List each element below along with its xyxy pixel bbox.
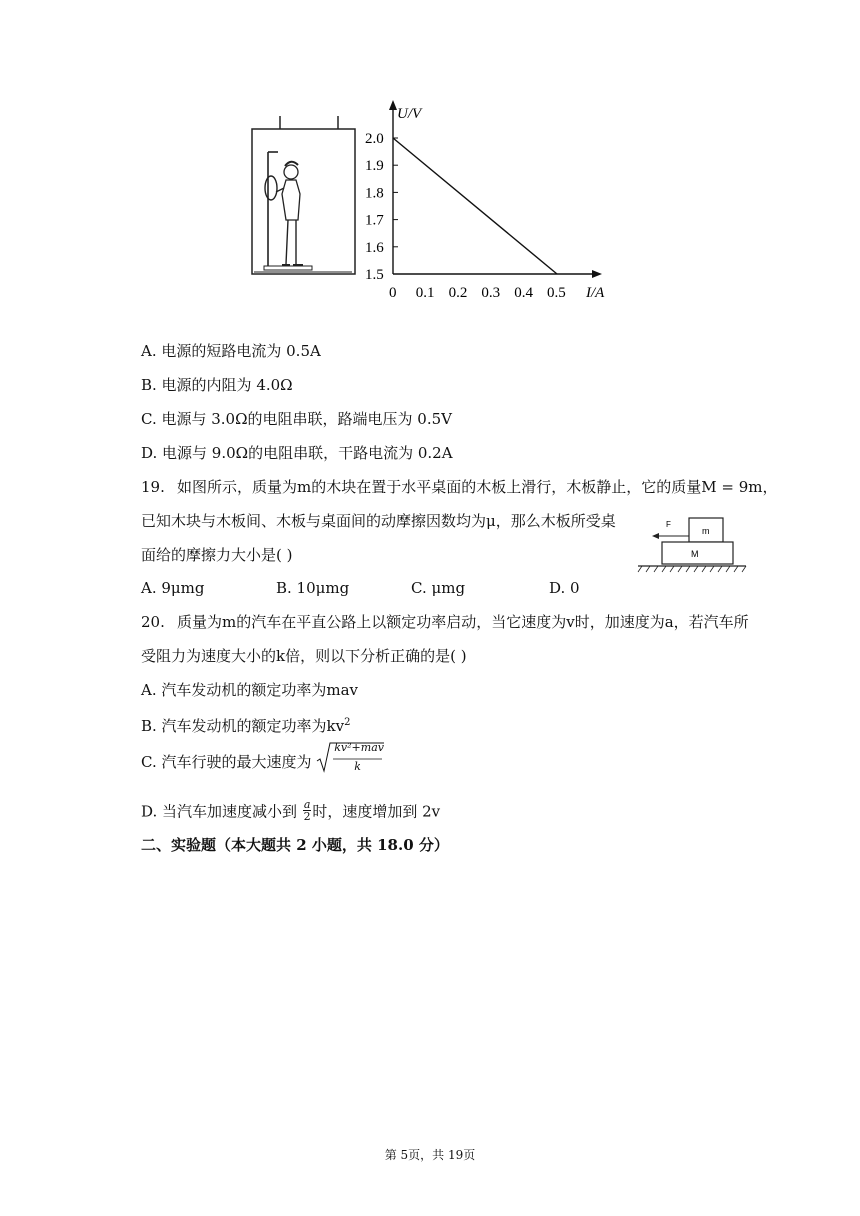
y-tick-label: 1.6 — [365, 239, 384, 256]
y-tick-label: 1.9 — [365, 158, 384, 175]
x-tick-label: 0.1 — [415, 285, 435, 301]
fraction-a-over-2 — [303, 799, 312, 822]
x-tick-label: 0.5 — [547, 285, 566, 301]
q18-option-a: A. 电源的短路电流为 0.5A — [141, 342, 321, 360]
x-tick-label: 0.3 — [481, 285, 501, 301]
q20-option-d-post: 时，速度增加到 2v — [312, 802, 441, 821]
big-board-label: M — [691, 549, 699, 559]
q20-stem-line2: 受阻力为速度大小的k倍，则以下分析正确的是( ) — [141, 647, 467, 665]
y-axis-arrow — [389, 100, 397, 110]
x-axis-label: I/A — [586, 285, 605, 301]
q18-option-d: D. 电源与 9.0Ω的电阻串联，干路电流为 0.2A — [141, 444, 453, 462]
small-block-label: m — [702, 526, 710, 536]
sqrt-expression — [316, 741, 386, 773]
q18-option-c: C. 电源与 3.0Ω的电阻串联，路端电压为 0.5V — [141, 410, 452, 428]
section-heading: 二、实验题（本大题共 2 小题，共 18.0 分） — [141, 836, 449, 854]
x-tick-label: 0.2 — [448, 285, 468, 301]
q19-option-a: A. 9μmg — [141, 579, 205, 597]
block-board-figure — [632, 510, 748, 576]
q19-stem-line2: 已知木块与木板间、木板与桌面间的动摩擦因数均为μ，那么木板所受桌 — [141, 512, 616, 530]
q20-option-b-exponent: 2 — [344, 717, 351, 728]
q19-stem-line3: 面给的摩擦力大小是( ) — [141, 546, 293, 564]
q20-stem-line1 — [141, 612, 749, 632]
sqrt-denominator: k — [354, 760, 361, 773]
page-footer: 第 5页，共 19页 — [384, 1148, 476, 1162]
sqrt-numerator: kv²+mav — [334, 741, 384, 754]
fraction-numerator: a — [303, 798, 311, 811]
y-tick-label: 1.8 — [365, 185, 384, 202]
y-tick-label: 2.0 — [365, 131, 384, 147]
q20-number: 20. — [141, 613, 165, 631]
q20-option-d-pre: D. 当汽车加速度减小到 — [141, 802, 298, 821]
y-tick-label: 1.7 — [365, 212, 384, 229]
q20-option-b-text: B. 汽车发动机的额定功率为kv — [141, 717, 345, 735]
q19-option-c: C. μmg — [411, 579, 466, 597]
q20-option-c — [141, 741, 386, 773]
x-axis-arrow — [592, 270, 602, 278]
q20-option-c-text: C. 汽车行驶的最大速度为 — [141, 753, 312, 771]
fraction-denominator: 2 — [303, 810, 311, 823]
y-tick-label: 1.5 — [365, 267, 384, 283]
y-axis-label: U/V — [397, 106, 422, 122]
q20-text-1: 质量为m的汽车在平直公路上以额定功率启动，当它速度为v时，加速度为a，若汽车所 — [177, 613, 749, 631]
elevator-figure — [248, 114, 358, 278]
ui-series-line — [393, 138, 557, 274]
voltage-current-graph — [360, 98, 622, 308]
q19-option-b: B. 10μmg — [276, 579, 350, 597]
q20-option-b — [141, 713, 351, 736]
q19-number: 19. — [141, 478, 165, 496]
x-tick-label: 0 — [389, 285, 397, 301]
q18-option-b: B. 电源的内阻为 4.0Ω — [141, 376, 293, 394]
q20-option-a: A. 汽车发动机的额定功率为mav — [141, 681, 359, 699]
q19-option-d: D. 0 — [549, 579, 580, 597]
q19-text-1: 如图所示，质量为m的木块在置于水平桌面的木板上滑行，木板静止，它的质量M = 9m， — [177, 478, 778, 496]
x-tick-label: 0.4 — [514, 285, 533, 301]
q19-stem-line1 — [141, 477, 777, 497]
force-label: F — [666, 520, 671, 529]
q20-option-d — [141, 798, 441, 824]
